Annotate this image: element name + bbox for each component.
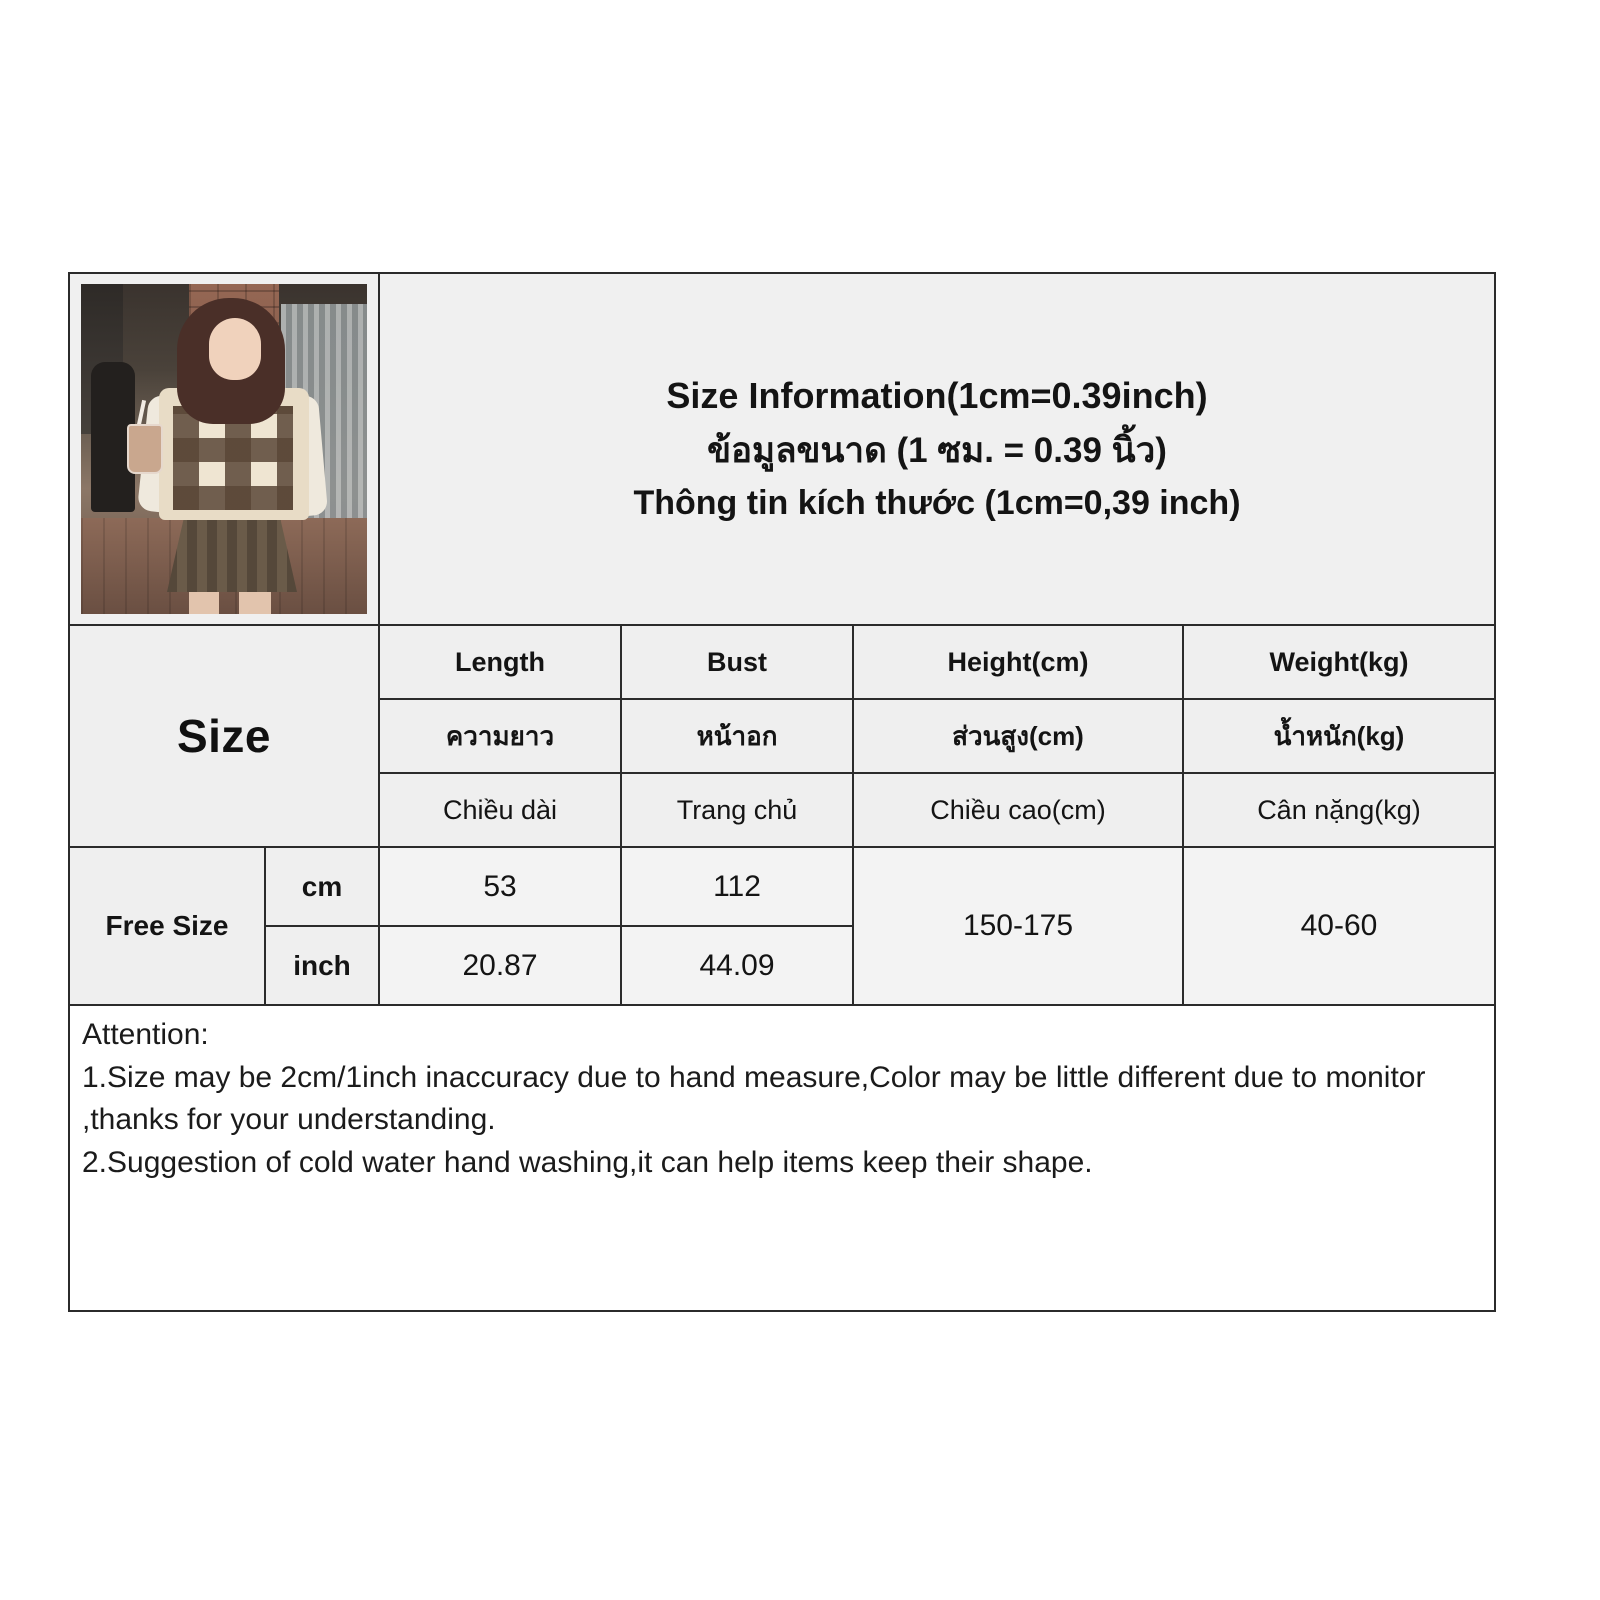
column-header-block xyxy=(70,626,1494,848)
bust-values-column xyxy=(622,848,854,1004)
col-header-length-th: ความยาว xyxy=(380,700,622,772)
attention-heading: Attention: xyxy=(82,1018,209,1051)
title-thai: ข้อมูลขนาด (1 ซม. = 0.39 นิ้ว) xyxy=(707,430,1167,470)
bust-cm-value: 112 xyxy=(622,848,852,927)
attention-note-1: 1.Size may be 2cm/1inch inaccuracy due to hand measure,Color may be little different due to monitor ,thanks for your understanding. xyxy=(82,1060,1426,1137)
size-label-cell xyxy=(70,626,380,848)
col-header-bust-en: Bust xyxy=(622,626,854,698)
title-vietnamese: Thông tin kích thước (1cm=0,39 inch) xyxy=(633,483,1241,522)
photo-model-face xyxy=(209,318,261,380)
unit-column xyxy=(266,848,380,1004)
data-row-free-size xyxy=(70,848,1494,1006)
col-header-weight-vi: Cân nặng(kg) xyxy=(1184,774,1494,846)
weight-value: 40-60 xyxy=(1184,848,1494,1004)
bust-inch-value: 44.09 xyxy=(699,948,775,982)
col-header-weight-th: น้ำหนัก(kg) xyxy=(1184,700,1494,772)
column-header-row-vi xyxy=(380,774,1494,848)
title-english: Size Information(1cm=0.39inch) xyxy=(666,375,1208,417)
unit-inch: inch xyxy=(293,949,351,981)
size-label: Size xyxy=(176,710,272,762)
length-inch-value: 20.87 xyxy=(462,948,538,982)
col-header-length-en: Length xyxy=(380,626,622,698)
column-header-lines xyxy=(380,626,1494,848)
height-value: 150-175 xyxy=(854,848,1184,1004)
col-header-bust-th: หน้าอก xyxy=(622,700,854,772)
col-header-weight-en: Weight(kg) xyxy=(1184,626,1494,698)
title-cell xyxy=(380,274,1494,626)
row-label-free-size: Free Size xyxy=(70,848,266,1004)
length-values-column xyxy=(380,848,622,1004)
attention-block xyxy=(70,1006,1494,1310)
attention-note-2: 2.Suggestion of cold water hand washing,it can help items keep their shape. xyxy=(82,1145,1093,1179)
product-photo-cell xyxy=(70,274,380,626)
column-header-row-en xyxy=(380,626,1494,700)
product-photo xyxy=(81,284,367,614)
col-header-height-en: Height(cm) xyxy=(854,626,1184,698)
unit-cm: cm xyxy=(266,848,378,927)
column-header-row-th xyxy=(380,700,1494,774)
size-information-table xyxy=(68,272,1496,1312)
length-cm-value: 53 xyxy=(380,848,620,927)
col-header-length-vi: Chiều dài xyxy=(380,774,622,846)
photo-drink-cup xyxy=(127,424,163,474)
col-header-bust-vi: Trang chủ xyxy=(622,774,854,846)
chart-header-row xyxy=(70,274,1494,626)
col-header-height-th: ส่วนสูง(cm) xyxy=(854,700,1184,772)
photo-pleated-skirt xyxy=(167,512,297,592)
col-header-height-vi: Chiều cao(cm) xyxy=(854,774,1184,846)
